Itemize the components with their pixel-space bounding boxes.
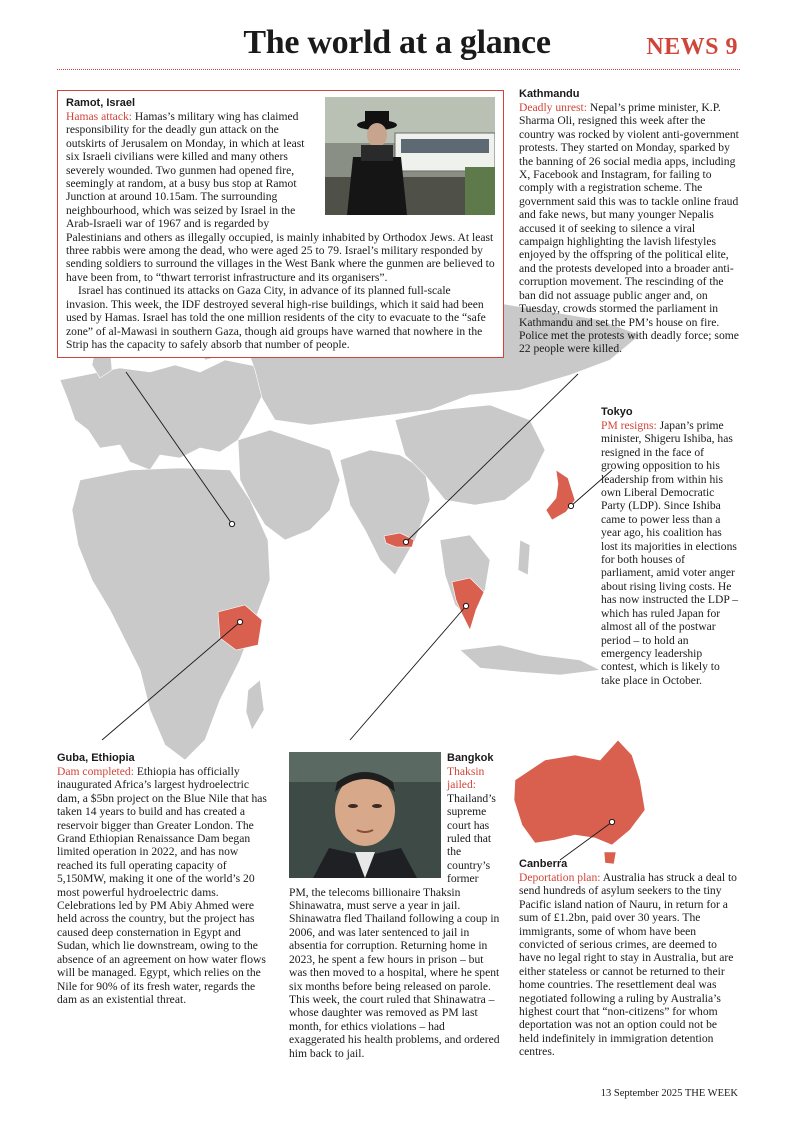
story-bangkok	[289, 752, 501, 1060]
australia-highlight	[514, 740, 645, 845]
story-ramot	[57, 90, 504, 358]
marker-guba	[237, 619, 242, 624]
place-canberra: Canberra	[519, 858, 568, 870]
kicker-canberra: Deportation plan:	[519, 871, 601, 884]
japan-highlight	[546, 470, 575, 520]
photo-ramot	[325, 97, 495, 215]
philippines	[518, 540, 530, 575]
leader-line-bangkok	[350, 606, 466, 740]
kicker-kathmandu: Deadly unrest:	[519, 101, 587, 114]
story-guba-body	[57, 765, 271, 1006]
body-canberra: Australia has struck a deal to send hundreds of asylum seekers to the tiny Pacific island nation of Nauru, in return for a sum of £1.2bn, paid over 30 years. The immigrants, some of whom have been convicted of serious crimes, are deemed to have no legal right to stay in Australia, but are either stateless or cannot be returned to their home countries. The resettlement deal was negotiated following a ruling by Australia’s highest court that “non-citizens” for whom deportation was not an option could not be held indefinitely in immigration detention centres.	[519, 871, 737, 1059]
page-number: 9	[725, 34, 738, 60]
kicker-tokyo: PM resigns:	[601, 419, 657, 432]
place-bangkok: Bangkok	[447, 752, 494, 764]
madagascar	[246, 680, 264, 730]
marker-bangkok	[463, 603, 468, 608]
kicker-bangkok: Thaksin jailed:	[447, 765, 485, 792]
story-tokyo-body	[601, 419, 739, 687]
place-kathmandu: Kathmandu	[519, 88, 580, 100]
marker-kathmandu	[403, 539, 408, 544]
marker-tokyo	[568, 503, 573, 508]
body-tokyo: Japan’s prime minister, Shigeru Ishiba, has resigned in the face of growing opposition to his leadership from within his own Liberal Democratic Party (LDP). Since Ishiba came to power less than a year ago, his coalition has lost its majorities in elections for both houses of parliament, amid voter anger about rising living costs. He has now instructed the LDP – which has ruled Japan for almost all of the postwar period – to hold an emergency leadership contest, which is likely to take place in October.	[601, 419, 739, 687]
body-bangkok: Thailand’s supreme court has ruled that the country’s former PM, the telecoms billionaire Thaksin Shinawatra, must serve a year in jail. Shinawatra fled Thailand following a coup in 2006, and was later sentenced to jail in absentia for corruption. Returning home in 2023, he spent a few hours in prison – but was then moved to a hospital, where he spent six months before being released on parole. This week, the court ruled that Shinawatra – whose daughter was removed as PM last month, for ethics violations – had exaggerated his health problems, and ordered him back to jail.	[289, 791, 500, 1060]
place-tokyo: Tokyo	[601, 406, 633, 418]
page-header	[0, 18, 794, 70]
story-canberra	[519, 858, 739, 1059]
page-title: The world at a glance	[243, 24, 551, 61]
photo-bangkok	[289, 752, 441, 878]
marker-ramot	[229, 521, 234, 526]
header-rule	[57, 69, 740, 70]
section-name: NEWS	[646, 34, 719, 60]
page-footer	[601, 1088, 738, 1099]
marker-canberra	[609, 819, 614, 824]
story-kathmandu-body	[519, 101, 739, 356]
story-tokyo	[601, 406, 739, 687]
kicker-ramot: Hamas attack:	[66, 110, 132, 123]
body-kathmandu: Nepal’s prime minister, K.P. Sharma Oli, resigned this week after the country was rocked by violent anti-government protests. They started on Monday, sparked by the banning of 26 social media apps, including X, Facebook and Instagram, for failing to comply with a registration scheme. The government said this was to tackle online fraud and fake news, but many younger Nepalis accused it of seeking to silence a viral campaign highlighting the lavish lifestyles enjoyed by the offspring of the political elite, and the protests developed into a broader anti-corruption movement. The rescinding of the ban did not assuage public anger and, on Tuesday, crowds stormed the parliament in Kathmandu and set the PM’s house on fire. Police met the protests with deadly force; some 22 people were killed.	[519, 101, 739, 356]
footer-date: 13 September 2025	[600, 1088, 683, 1099]
body-guba: Ethiopia has officially inaugurated Africa’s largest hydroelectric dam, a $5bn project on the Blue Nile that has taken 14 years to build and has created a reservoir bigger than Greater London. The Grand Ethiopian Renaissance Dam began limited operation in 2022, and has now reached its full operating capacity of 5,150MW, making it one of the world’s 20 most powerful hydroelectric dams. Celebrations led by PM Abiy Ahmed were held across the country, but the project has caused deep consternation in Egypt and Sudan, which lie downstream, owing to the absence of an agreement on how water flows will be managed. Egypt, which relies on the Nile for 90% of its fresh water, regards the dam as an existential threat.	[57, 765, 267, 1006]
story-canberra-body	[519, 871, 739, 1059]
section-tag	[646, 34, 738, 61]
body-ramot-p1: Hamas’s military wing has claimed responsibility for the deadly gun attack on the outskirts of Jerusalem on Monday, in which at least six Israeli civilians were killed and many others severely wounded. Two gunmen had opened fire, seemingly at random, at a busy bus stop at Ramot Junction at around 10.15am. The surrounding neighbourhood, which was seized by Israel in the Arab-Israeli war of 1967 and is regarded by Palestinians and others as illegally occupied, is mainly inhabited by Orthodox Jews. At least three rabbis were among the dead, who were aged 25 to 79. Israel’s military responded by sending soldiers to surround the villages in the West Bank where the gunmen are believed to have been from, to “thwart terrorist infrastructure and its organisers”.	[66, 110, 495, 284]
body-ramot-p2: Israel has continued its attacks on Gaza City, in advance of its planned full-scale invasion. This week, the IDF destroyed several high-rise buildings, which it said had been used by Hamas. Israel has told the one million residents of the city to evacuate to the “safe zone” of al-Mawasi in southern Gaza, though aid groups have warned that nowhere in the Strip has the capacity to safely absorb that number of people.	[66, 284, 486, 351]
story-kathmandu	[519, 88, 739, 356]
footer-publication: THE WEEK	[684, 1088, 738, 1099]
kicker-guba: Dam completed:	[57, 765, 134, 778]
story-guba	[57, 752, 271, 1006]
indonesia-islands	[460, 645, 600, 675]
place-guba: Guba, Ethiopia	[57, 752, 135, 764]
south-asia	[340, 450, 430, 575]
place-ramot: Ramot, Israel	[66, 97, 136, 109]
